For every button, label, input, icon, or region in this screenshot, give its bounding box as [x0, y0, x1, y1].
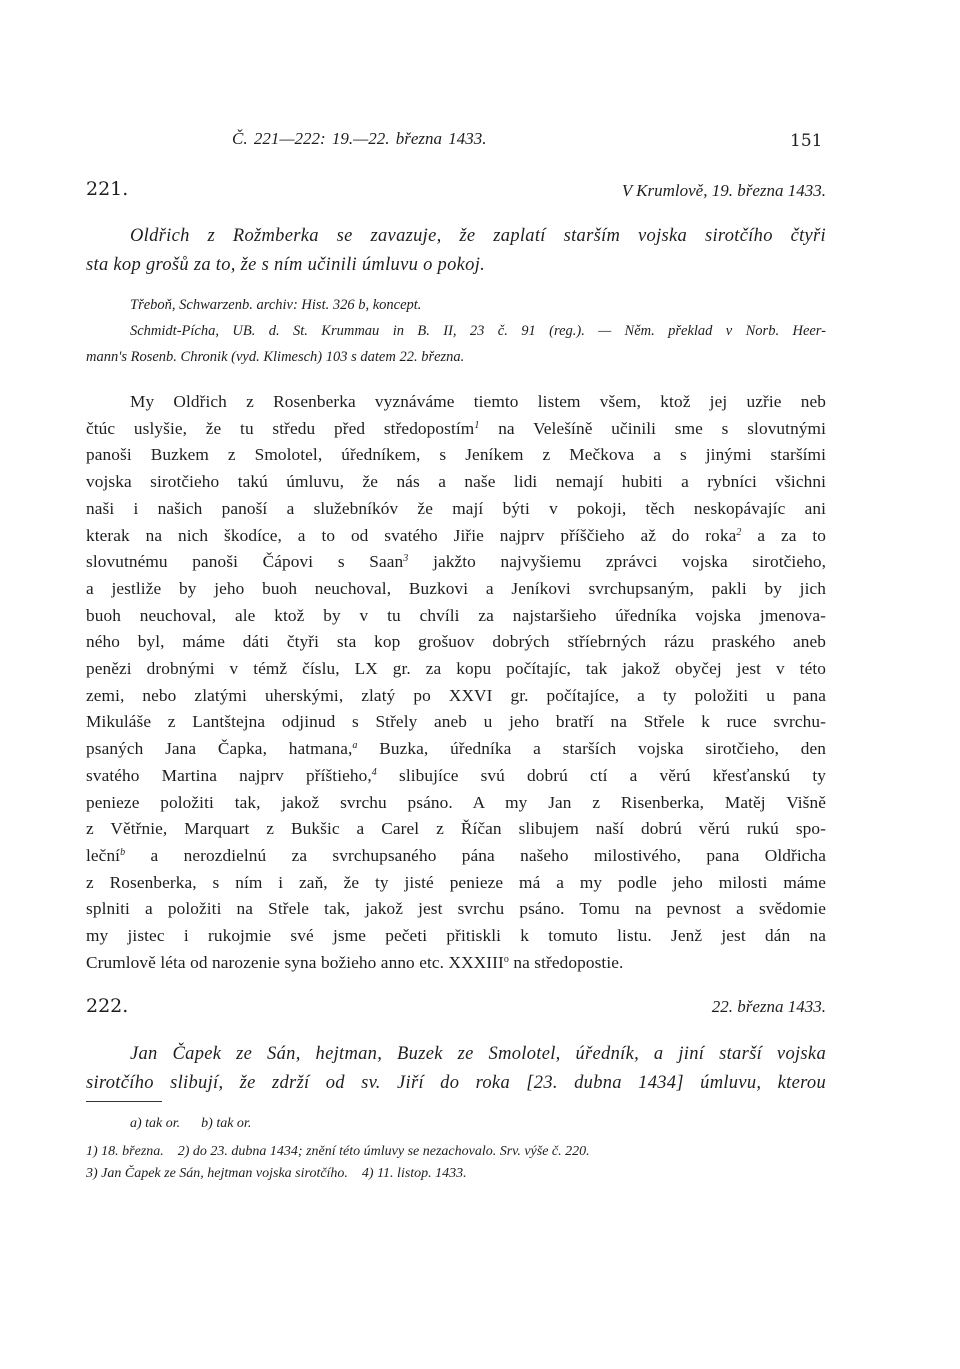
text-line: psaných Jana Čapka, hatmana,$^a$ Buzka, úředníka a starších vojska sirotčieho, den — [86, 739, 827, 759]
text-line: vojska sirotčieho takú úmluvu, že nás a naše lidi nemají hubiti a rybníci všichni — [86, 472, 826, 492]
text-line: penieze položiti tak, jakož svrchu psáno. A my Jan z Risenberka, Matěj Višně — [86, 792, 826, 812]
source-line: Třeboň, Schwarzenb. archiv: Hist. 326 b, koncept. — [130, 297, 422, 313]
source-references — [86, 292, 826, 370]
footnote-rule — [86, 1101, 162, 1102]
source-line: Schmidt-Pícha, UB. d. St. Krummau in B. II, 23 č. 91 (reg.). — Něm. překlad v Norb. Heer- — [130, 323, 826, 339]
text-line: zemi, nebo zlatými uherskými, zlatý po XXVI gr. počítajíce, a ty položiti u pana — [86, 685, 826, 705]
regest-line: Jan Čapek ze Sán, hejtman, Buzek ze Smolotel, úředník, a jiní starší vojska — [130, 1044, 826, 1064]
text-line: leční$^b$ a nerozdielnú za svrchupsaného pána našeho milostivého, pana Oldřicha — [86, 845, 826, 865]
text-line: čtúc uslyšie, že tu středu před středopostím$^1$ na Velešíně učinili sme s slovutnými — [86, 418, 826, 438]
footnote-mark: 3 — [403, 553, 409, 565]
text-line: My Oldřich z Rosenberka vyznáváme tiemto listem všem, ktož jej uzřie neb — [130, 392, 826, 411]
text-line: slovutnému panoši Čápovi s Saan$^3$ jakžto najvyšiemu zprávci vojska sirotčieho, — [86, 552, 826, 572]
charter-text — [86, 389, 826, 976]
footnote-mark: 1 — [474, 419, 480, 431]
regest-line: sirotčího slibují, že zdrží od sv. Jiří do roka [23. dubna 1434] úmluvu, kterou — [86, 1073, 826, 1093]
text-line: ného byl, máme dáti čtyři sta kop grošuov dobrých stříebrných rázu praského aneb — [86, 632, 826, 652]
text-line: splniti a položiti na Střele tak, jakož jest svrchu psáno. Tomu na pevnost a svědomie — [86, 899, 826, 919]
text-line: penězi drobnými v témž číslu, LX gr. za kopu počítajíc, tak jakož obyčej jest v této — [86, 659, 826, 679]
text-line: my jistec i rukojmie své jsme pečeti přitiskli k tomuto listu. Jenž jest dán na — [86, 926, 827, 946]
document-place-date-221: V Krumlově, 19. března 1433. — [621, 181, 826, 200]
page-number: 151 — [790, 131, 823, 151]
running-head-title: Č. 221—222: 19.—22. března 1433. — [232, 129, 487, 148]
regest-222 — [86, 1040, 826, 1098]
source-line: mann's Rosenb. Chronik (vyd. Klimesch) 103 s datem 22. března. — [86, 349, 465, 365]
footnote-mark: 2 — [736, 526, 742, 538]
regest-221 — [86, 222, 826, 280]
document-number-222: 222. — [86, 995, 129, 1017]
superscript-o: o — [503, 953, 509, 965]
footnote-line: 3) Jan Čapek ze Sán, hejtman vojska sirotčího. 4) 11. listop. 1433. — [86, 1166, 467, 1181]
text-line: svatého Martina najprv příštieho,$^4$ slibujíce svú dobrú ctí a věrú křesťanskú ty — [86, 765, 827, 785]
text-line: a jestliže by jeho buoh neuchoval, Buzkovi a Jeníkovi svrchupsaným, pakli by jich — [86, 578, 826, 598]
footnote-mark: b — [120, 846, 126, 858]
footnote-mark: 4 — [371, 766, 377, 778]
text-line: Mikuláše z Lantštejna odjinud s Střely aneb u jeho bratří na Střele k ruce svrchu- — [86, 712, 826, 732]
text-line: buoh neuchoval, ale ktož by v tu chvíli za najstaršieho úředníka vojska jmenova- — [86, 605, 826, 625]
regest-line: Oldřich z Rožmberka se zavazuje, že zaplatí starším vojska sirotčího čtyři — [130, 226, 826, 246]
document-date-222: 22. března 1433. — [711, 997, 826, 1016]
footnote-line: 1) 18. března. 2) do 23. dubna 1434; znění této úmluvy se nezachovalo. Srv. výše č. 220. — [86, 1144, 590, 1159]
document-number-221: 221. — [86, 178, 129, 200]
text-line: kterak na nich škodíce, a to od svatého Jiřie najprv příščieho až do roka$^2$ a za to — [86, 525, 827, 545]
text-line: panoši Buzkem z Smolotel, úředníkem, s Jeníkem z Mečkova a s jinými staršími — [86, 445, 826, 465]
letter-footnotes: a) tak or. b) tak or. — [130, 1116, 252, 1131]
text-line: naši i našich panoší a služebníkóv že mají býti v pokoji, těch neskopávajíc ani — [86, 498, 826, 518]
regest-line: sta kop grošů za to, že s ním učinili úmluvu o pokoj. — [86, 255, 486, 275]
text-line: z Větřnie, Marquart z Bukšic a Carel z Říčan slibujem naší dobrú věrú rukú spo- — [86, 819, 826, 839]
text-line: z Rosenberka, s ním i zaň, že ty jisté penieze má a my podle jeho milosti máme — [86, 872, 826, 892]
footnote-mark: a — [352, 740, 358, 752]
text-line: Crumlově léta od narozenie syna božieho anno etc. XXXIII$^o$ na středopostie. — [86, 952, 624, 972]
